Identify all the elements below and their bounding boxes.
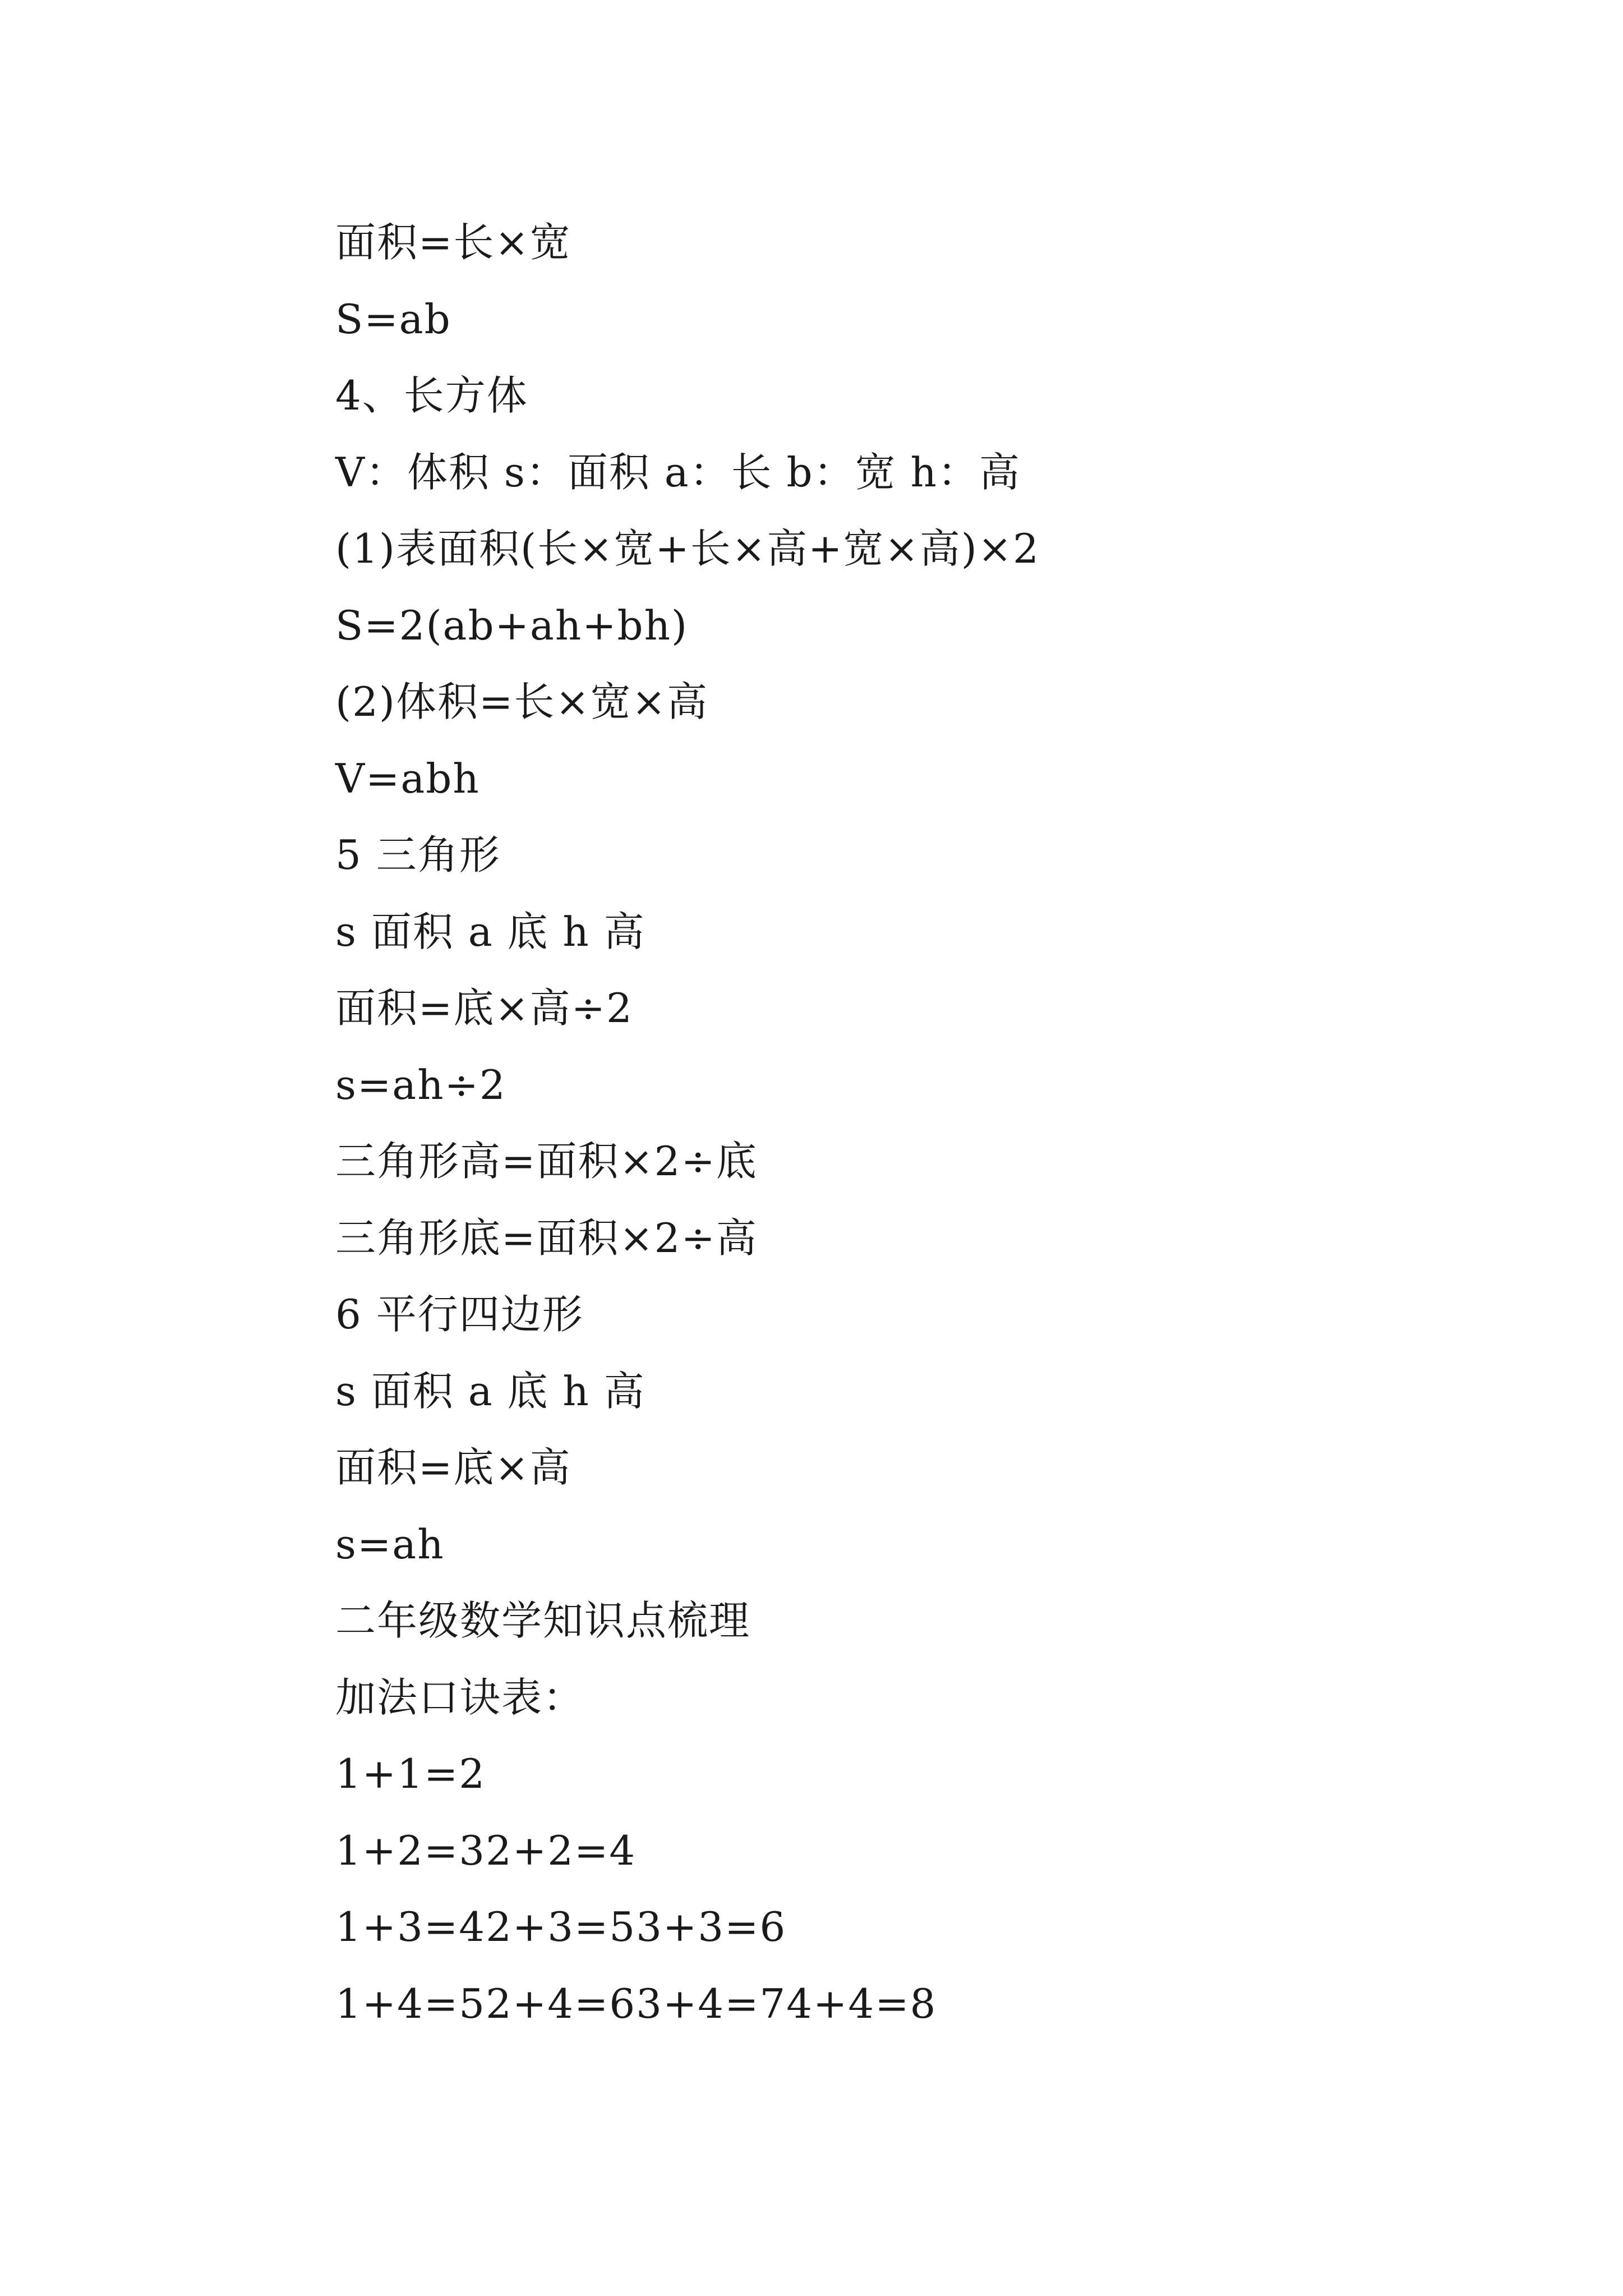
- formula-line: (1)表面积(长×宽+长×高+宽×高)×2: [335, 525, 1040, 572]
- formula-line: 面积=底×高÷2: [335, 984, 633, 1032]
- addition-table-row: 1+4=52+4=63+4=74+4=8: [335, 1980, 937, 2027]
- formula-line: V=abh: [335, 754, 480, 802]
- formula-line: s=ah÷2: [335, 1061, 506, 1108]
- addition-table-row: 1+2=32+2=4: [335, 1826, 637, 1874]
- formula-line: 面积=底×高: [335, 1444, 571, 1491]
- formula-line: S=ab: [335, 295, 451, 343]
- formula-line: 面积=长×宽: [335, 219, 571, 266]
- addition-table-row: 1+1=2: [335, 1750, 486, 1797]
- section-heading: 4、长方体: [335, 372, 528, 419]
- formula-line: S=2(ab+ah+bh): [335, 601, 689, 649]
- formula-line: 三角形高=面积×2÷底: [335, 1138, 758, 1185]
- formula-line: (2)体积=长×宽×高: [335, 678, 708, 725]
- variable-legend: s 面积 a 底 h 高: [335, 908, 645, 955]
- section-heading: 5 三角形: [335, 831, 501, 878]
- formula-line: 三角形底=面积×2÷高: [335, 1214, 758, 1262]
- variable-legend: s 面积 a 底 h 高: [335, 1367, 645, 1415]
- section-heading: 二年级数学知识点梳理: [335, 1597, 751, 1644]
- formula-line: s=ah: [335, 1520, 445, 1568]
- variable-legend: V：体积 s：面积 a：长 b：宽 h：高: [335, 448, 1021, 496]
- subsection-heading: 加法口诀表：: [335, 1673, 585, 1721]
- document-body: [335, 211, 1513, 2049]
- addition-table-row: 1+3=42+3=53+3=6: [335, 1903, 787, 1950]
- section-heading: 6 平行四边形: [335, 1291, 584, 1338]
